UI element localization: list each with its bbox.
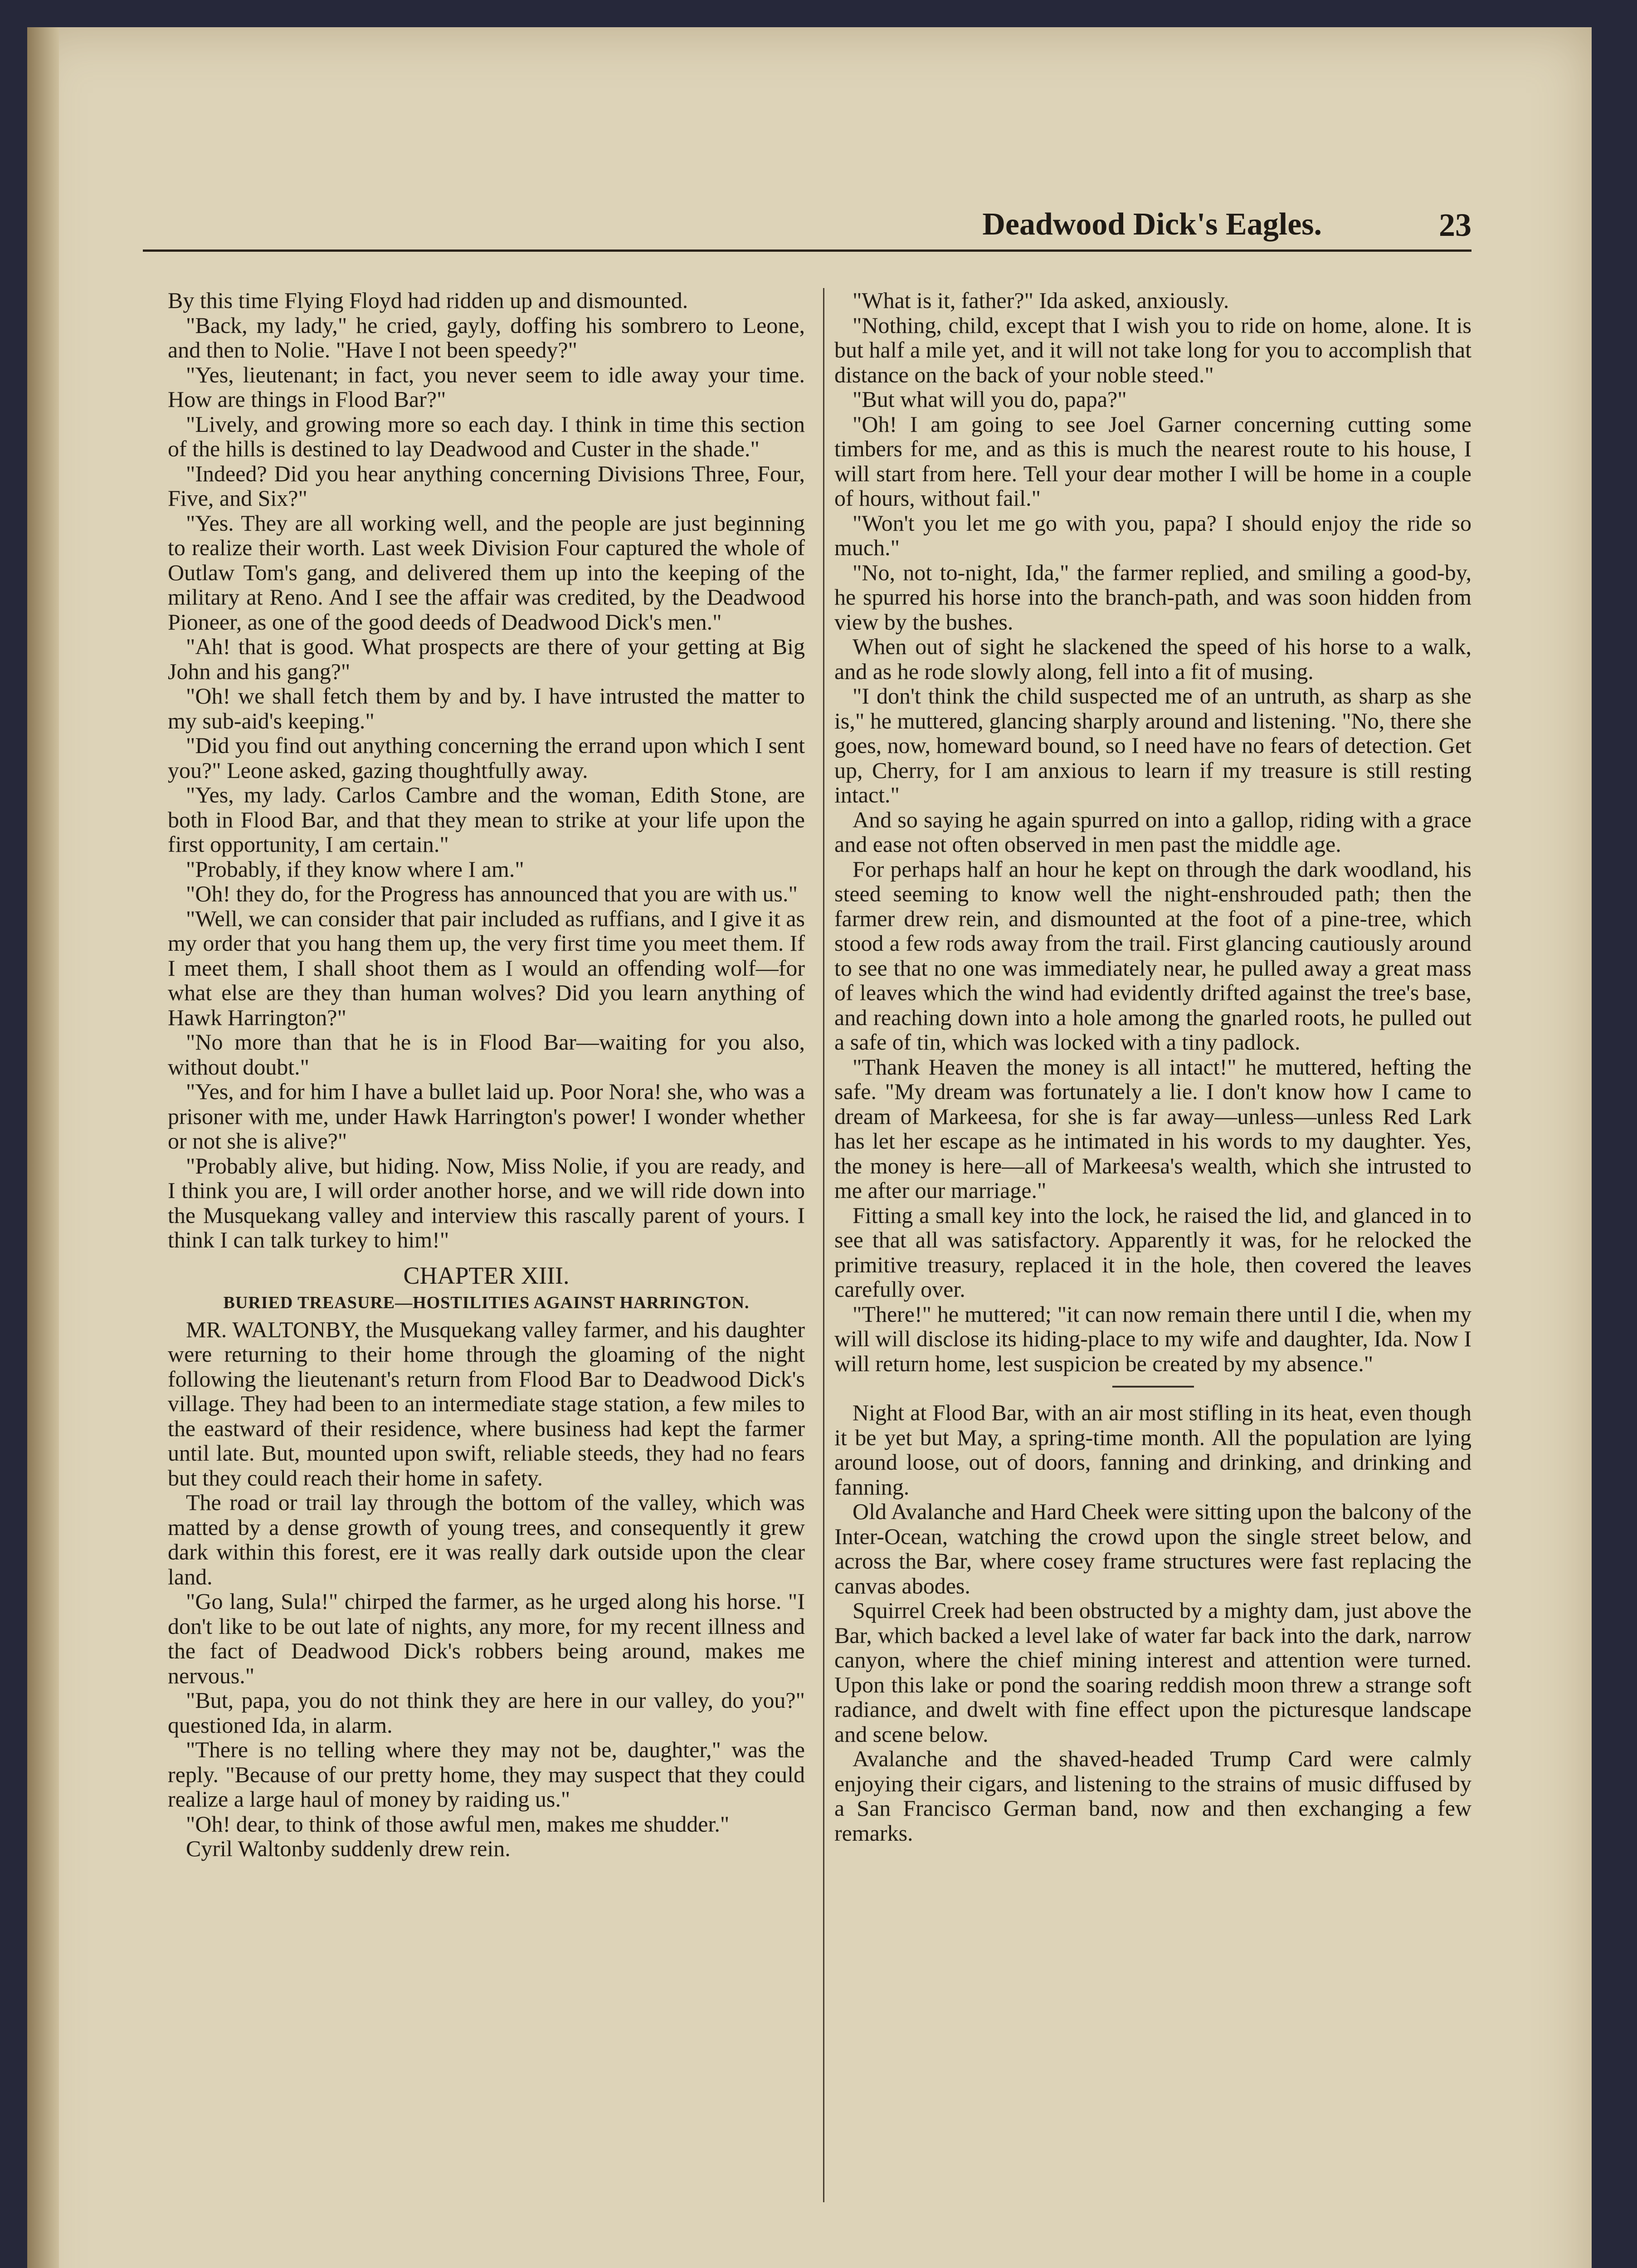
paragraph: "Thank Heaven the money is all intact!" he muttered, hefting the safe. "My dream was fortunately a lie. I don't know how I came to dream of Markeesa, for she is far away—unless—unless Red Lark has let her escape as he intimated in his words to my daughter. Yes, the money is here—all of Markeesa's wealth, which she intrusted to me after our marriage."	[834, 1054, 1471, 1203]
chapter-title: CHAPTER XIII.	[403, 1261, 570, 1289]
paragraph: "Yes, lieutenant; in fact, you never seem to idle away your time. How are things in Flood Bar?"	[168, 362, 805, 412]
page-header	[143, 206, 1471, 252]
paragraph: "Well, we can consider that pair included as ruffians, and I give it as my order that you hang them up, the very first time you meet them. If I meet them, I shall shoot them as I would an offending wolf—for what else are they than human wolves? Did you learn anything of Hawk Harrington?"	[168, 905, 805, 1030]
paragraph: "Oh! they do, for the Progress has announced that you are with us."	[186, 881, 798, 906]
page-number: 23	[1439, 207, 1471, 243]
paragraph: Night at Flood Bar, with an air most stifling in its heat, even though it be yet but May, a spring-time month. All the population are lying around loose, out of doors, fanning and drinking, and drinking and fanning.	[834, 1400, 1471, 1500]
paragraph: MR. WALTONBY, the Musquekang valley farmer, and his daughter were returning to their home through the gloaming of the night following the lieutenant's return from Flood Bar to Deadwood Dick's village. They had been to an intermediate stage station, a few miles to the eastward of their residence, where business had kept the farmer until late. But, mounted upon swift, reliable steeds, they had no fears but they could reach their home in safety.	[168, 1316, 805, 1491]
paragraph: Squirrel Creek had been obstructed by a mighty dam, just above the Bar, which backed a level lake of water far back into the dark, narrow canyon, where the chief mining interest and attention were turned. Upon this lake or pond the soaring reddish moon threw a strange soft radiance, and dwelt with fine effect upon the picturesque landscape and scene below.	[834, 1598, 1471, 1747]
right-column	[834, 288, 1471, 2202]
right-paragraphs-after-break	[834, 1400, 1471, 1845]
section-break-rule	[1112, 1386, 1194, 1388]
paragraph: Fitting a small key into the lock, he raised the lid, and glanced in to see that all was satisfactory. Apparently it was, for he relocked the primitive treasury, replaced it in the hole, then covered the leaves carefully over.	[834, 1202, 1471, 1302]
magazine-page	[27, 27, 1592, 2268]
paragraph: "There is no telling where they may not be, daughter," was the reply. "Because of our pretty home, they may suspect that they could realize a large haul of money by raiding us."	[168, 1737, 805, 1812]
running-title: Deadwood Dick's Eagles.	[982, 207, 1322, 242]
paragraph: "Probably alive, but hiding. Now, Miss Nolie, if you are ready, and I think you are, I will order another horse, and we will ride down into the Musquekang valley and interview this rascally parent of yours. I think I can talk turkey to him!"	[168, 1153, 805, 1252]
paragraph: And so saying he again spurred on into a gallop, riding with a grace and ease not often observed in men past the middle age.	[834, 807, 1471, 857]
paragraph: Old Avalanche and Hard Cheek were sitting upon the balcony of the Inter-Ocean, watching the crowd upon the single street below, and across the Bar, where cosey frame structures were fast replacing the canvas abodes.	[834, 1499, 1471, 1598]
left-paragraphs-before-chapter	[168, 288, 805, 1252]
paragraph: "Back, my lady," he cried, gayly, doffing his sombrero to Leone, and then to Nolie. "Have I not been speedy?"	[168, 312, 805, 362]
page-spine	[27, 27, 59, 2268]
paragraph: Avalanche and the shaved-headed Trump Card were calmly enjoying their cigars, and listening to the strains of music diffused by a San Francisco German band, now and then exchanging a few remarks.	[834, 1746, 1471, 1846]
paragraph: "Won't you let me go with you, papa? I should enjoy the ride so much."	[834, 510, 1471, 560]
chapter-subtitle: BURIED TREASURE—HOSTILITIES AGAINST HARRINGTON.	[223, 1293, 750, 1312]
paragraph: "Yes, and for him I have a bullet laid up. Poor Nora! she, who was a prisoner with me, under Hawk Harrington's power! I wonder whether or not she is alive?"	[168, 1079, 805, 1154]
paragraph: "Indeed? Did you hear anything concerning Divisions Three, Four, Five, and Six?"	[168, 460, 805, 511]
paragraph: "Go lang, Sula!" chirped the farmer, as he urged along his horse. "I don't like to be out late of nights, any more, for my recent illness and the fact of Deadwood Dick's robbers being around, makes me nervous."	[168, 1589, 805, 1688]
paragraph: "Oh! dear, to think of those awful men, makes me shudder."	[186, 1811, 730, 1837]
paragraph: "There!" he muttered; "it can now remain there until I die, when my will will disclose its hiding-place to my wife and daughter, Ida. Now I will return home, lest suspicion be created by my absence."	[834, 1301, 1471, 1376]
paragraph: "Nothing, child, except that I wish you to ride on home, alone. It is but half a mile yet, and it will not take long for you to accomplish that distance on the back of your noble steed."	[834, 312, 1471, 387]
paragraph: When out of sight he slackened the speed of his horse to a walk, and as he rode slowly along, fell into a fit of musing.	[834, 634, 1471, 684]
column-divider	[823, 288, 824, 2202]
left-column	[168, 288, 805, 2202]
paragraph: "Yes, my lady. Carlos Cambre and the woman, Edith Stone, are both in Flood Bar, and that they mean to strike at your life upon the first opportunity, I am certain."	[168, 782, 805, 857]
paragraph: For perhaps half an hour he kept on through the dark woodland, his steed seeming to know well the night-enshrouded path; then the farmer drew rein, and dismounted at the foot of a pine-tree, which stood a few rods away from the trail. First glancing cautiously around to see that no one was immediately near, he pulled away a great mass of leaves which the wind had evidently drifted against the tree's base, and reaching down into a hole among the gnarled roots, he pulled out a safe of tin, which was locked with a tiny padlock.	[834, 856, 1471, 1055]
paragraph: "What is it, father?" Ida asked, anxiously.	[853, 288, 1229, 313]
paragraph: "No, not to-night, Ida," the farmer replied, and smiling a good-by, he spurred his horse into the branch-path, and was soon hidden from view by the bushes.	[834, 559, 1471, 635]
paragraph: "Did you find out anything concerning the errand upon which I sent you?" Leone asked, gazing thoughtfully away.	[168, 733, 805, 783]
paragraph: "I don't think the child suspected me of an untruth, as sharp as she is," he muttered, glancing sharply around and listening. "No, there she goes, now, homeward bound, so I need have no fears of detection. Get up, Cherry, for I am anxious to learn if my treasure is still resting intact."	[834, 683, 1471, 807]
paragraph: "Ah! that is good. What prospects are there of your getting at Big John and his gang?"	[168, 634, 805, 684]
paragraph: "Oh! I am going to see Joel Garner concerning cutting some timbers for me, and as this is much the nearest route to his house, I will start from here. Tell your dear mother I will be home in a couple of hours, without fail."	[834, 411, 1471, 511]
paragraph: By this time Flying Floyd had ridden up and dismounted.	[168, 288, 688, 313]
paragraph: "Lively, and growing more so each day. I think in time this section of the hills is destined to lay Deadwood and Custer in the shade."	[168, 411, 805, 461]
paragraph: The road or trail lay through the bottom of the valley, which was matted by a dense growth of young trees, and consequently it grew dark within this forest, ere it was really dark outside upon the clear land.	[168, 1490, 805, 1589]
paragraph: Cyril Waltonby suddenly drew rein.	[186, 1836, 511, 1861]
paragraph: "Oh! we shall fetch them by and by. I have intrusted the matter to my sub-aid's keeping."	[168, 683, 805, 733]
paragraph: "But, papa, you do not think they are here in our valley, do you?" questioned Ida, in alarm.	[168, 1687, 805, 1738]
left-paragraphs-after-chapter	[168, 1317, 805, 1861]
paragraph: "No more than that he is in Flood Bar—waiting for you also, without doubt."	[168, 1029, 805, 1080]
paragraph: "Probably, if they know where I am."	[186, 856, 524, 882]
right-paragraphs-before-break	[834, 288, 1471, 1376]
paragraph: "But what will you do, papa?"	[853, 386, 1127, 412]
paragraph: "Yes. They are all working well, and the people are just beginning to realize their worth. Last week Division Four captured the whole of Outlaw Tom's gang, and delivered them up into the keeping of the military at Reno. And I see the affair was credited, by the Deadwood Pioneer, as one of the good deeds of Deadwood Dick's men."	[168, 510, 805, 635]
